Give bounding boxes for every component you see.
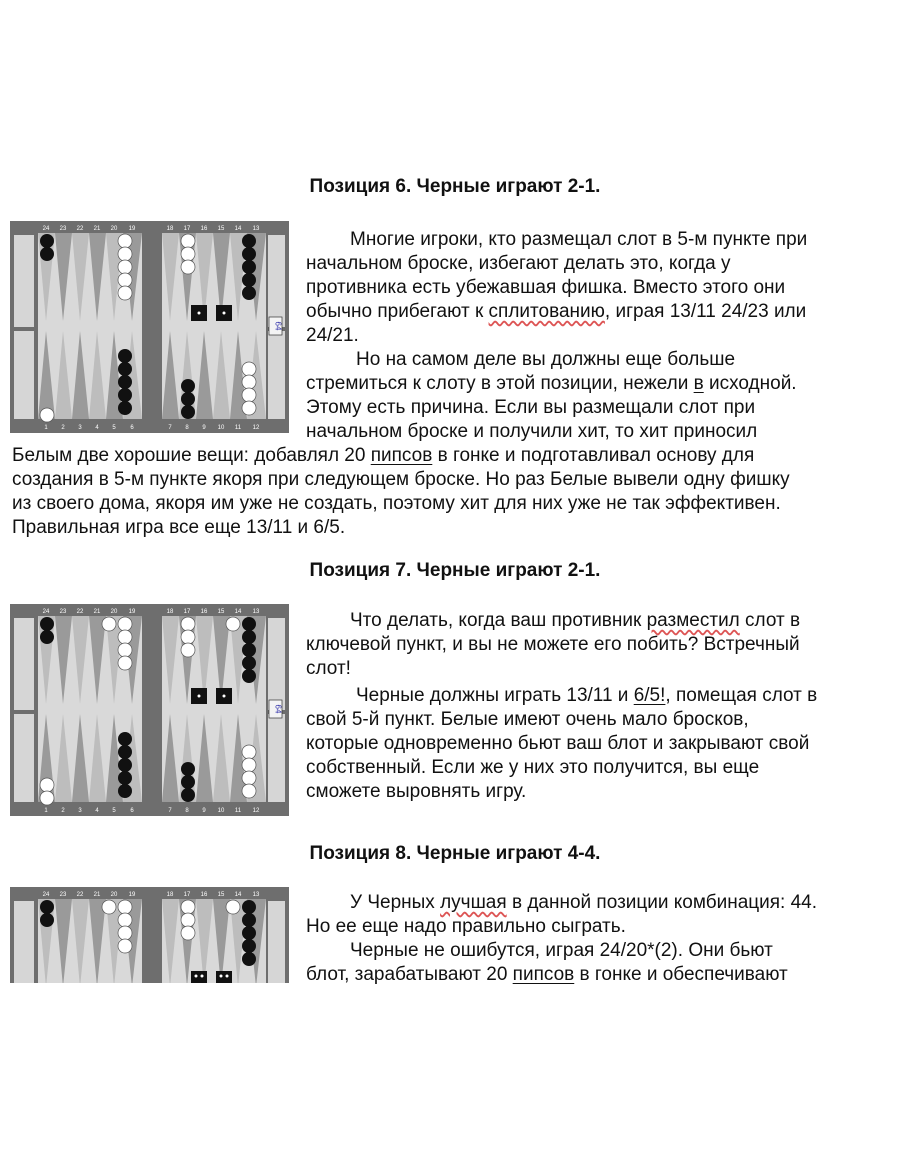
- backgammon-board-position-6: [10, 221, 289, 433]
- svg-text:2: 2: [61, 425, 65, 431]
- svg-text:24: 24: [42, 226, 50, 232]
- svg-text:1: 1: [44, 425, 48, 431]
- svg-text:17: 17: [183, 226, 191, 232]
- position-6-paragraph-1: Многие игроки, кто размещал слот в 5-м пункте при начальном броске, избегают делать это, когда у противника есть убежавшая фишка. Вместо этого они обычно прибегают к сплитованию, играя 13/11 24/23 или 24/21. Но на самом деле вы должны еще больше стремиться к слоту в этой позиции, нежели в исходной. Этому есть причина. Если вы размещали слот при начальном броске и получили хит, то хит приносил: [306, 229, 808, 442]
- svg-text:17: 17: [183, 609, 191, 615]
- svg-text:22: 22: [76, 892, 84, 898]
- svg-text:20: 20: [110, 609, 118, 615]
- position-6-heading: Позиция 6. Черные играют 2-1.: [309, 176, 601, 197]
- backgammon-board-position-7: [10, 604, 289, 816]
- svg-text:4: 4: [95, 425, 99, 431]
- svg-text:15: 15: [217, 609, 225, 615]
- svg-text:21: 21: [93, 226, 101, 232]
- svg-text:19: 19: [128, 226, 136, 232]
- svg-text:6: 6: [130, 425, 134, 431]
- svg-text:20: 20: [110, 226, 118, 232]
- svg-text:19: 19: [128, 609, 136, 615]
- svg-text:21: 21: [93, 892, 101, 898]
- svg-text:3: 3: [78, 808, 82, 814]
- svg-text:2: 2: [61, 808, 65, 814]
- svg-text:16: 16: [200, 892, 208, 898]
- position-8-paragraph: У Черных лучшая в данной позиции комбинация: 44. Но ее еще надо правильно сыграть. Черные не ошибутся, играя 24/20*(2). Они бьют блот, зарабатывают 20 пипсов в гонке и обеспечивают: [306, 892, 818, 985]
- svg-text:11: 11: [234, 808, 242, 814]
- svg-text:1: 1: [44, 808, 48, 814]
- position-8-heading: Позиция 8. Черные играют 4-4.: [309, 843, 601, 864]
- svg-text:15: 15: [217, 226, 225, 232]
- svg-text:23: 23: [59, 226, 67, 232]
- svg-text:22: 22: [76, 609, 84, 615]
- svg-text:14: 14: [234, 609, 242, 615]
- svg-text:10: 10: [217, 808, 225, 814]
- svg-text:18: 18: [166, 892, 174, 898]
- svg-text:7: 7: [168, 808, 172, 814]
- svg-text:5: 5: [112, 425, 116, 431]
- svg-text:12: 12: [252, 425, 260, 431]
- svg-text:9: 9: [202, 425, 206, 431]
- svg-text:17: 17: [183, 892, 191, 898]
- svg-text:8: 8: [185, 808, 189, 814]
- svg-text:8: 8: [185, 425, 189, 431]
- svg-text:5: 5: [112, 808, 116, 814]
- svg-text:16: 16: [200, 226, 208, 232]
- svg-text:23: 23: [59, 892, 67, 898]
- svg-text:4: 4: [95, 808, 99, 814]
- svg-text:13: 13: [252, 226, 260, 232]
- svg-text:14: 14: [234, 892, 242, 898]
- svg-text:7: 7: [168, 425, 172, 431]
- svg-text:18: 18: [166, 226, 174, 232]
- svg-text:3: 3: [78, 425, 82, 431]
- position-6-paragraph-2-continued: Белым две хорошие вещи: добавлял 20 пипсов в гонке и подготавливал основу для создания в 5-м пункте якоря при следующем броске. Но раз Белые вывели одну фишку из своего дома, якоря им уже не создать, поэтому хит для них уже не так эффективен. Правильная игра все еще 13/11 и 6/5.: [12, 445, 790, 538]
- svg-text:12: 12: [252, 808, 260, 814]
- svg-text:20: 20: [110, 892, 118, 898]
- svg-text:18: 18: [166, 609, 174, 615]
- svg-text:24: 24: [42, 892, 50, 898]
- svg-text:21: 21: [93, 609, 101, 615]
- svg-text:24: 24: [42, 609, 50, 615]
- svg-text:22: 22: [76, 226, 84, 232]
- position-7-heading: Позиция 7. Черные играют 2-1.: [309, 560, 601, 581]
- svg-text:6: 6: [130, 808, 134, 814]
- svg-text:64: 64: [273, 704, 283, 714]
- svg-text:16: 16: [200, 609, 208, 615]
- svg-text:23: 23: [59, 609, 67, 615]
- svg-text:9: 9: [202, 808, 206, 814]
- svg-text:64: 64: [273, 321, 283, 331]
- backgammon-board-position-8: [10, 887, 289, 983]
- svg-text:13: 13: [252, 609, 260, 615]
- svg-text:10: 10: [217, 425, 225, 431]
- svg-text:15: 15: [217, 892, 225, 898]
- svg-text:14: 14: [234, 226, 242, 232]
- position-7-paragraph-1: Что делать, когда ваш противник разместил слот в ключевой пункт, и вы не можете его побить? Встречный слот! Черные должны играть 13/11 и 6/5!, помещая слот в свой 5-й пункт. Белые имеют очень мало бросков, которые одновременно бьют ваш блот и закрывают свой собственный. Если же у них это получится, вы еще сможете выровнять игру.: [306, 610, 818, 802]
- svg-text:13: 13: [252, 892, 260, 898]
- svg-text:11: 11: [234, 425, 242, 431]
- svg-text:19: 19: [128, 892, 136, 898]
